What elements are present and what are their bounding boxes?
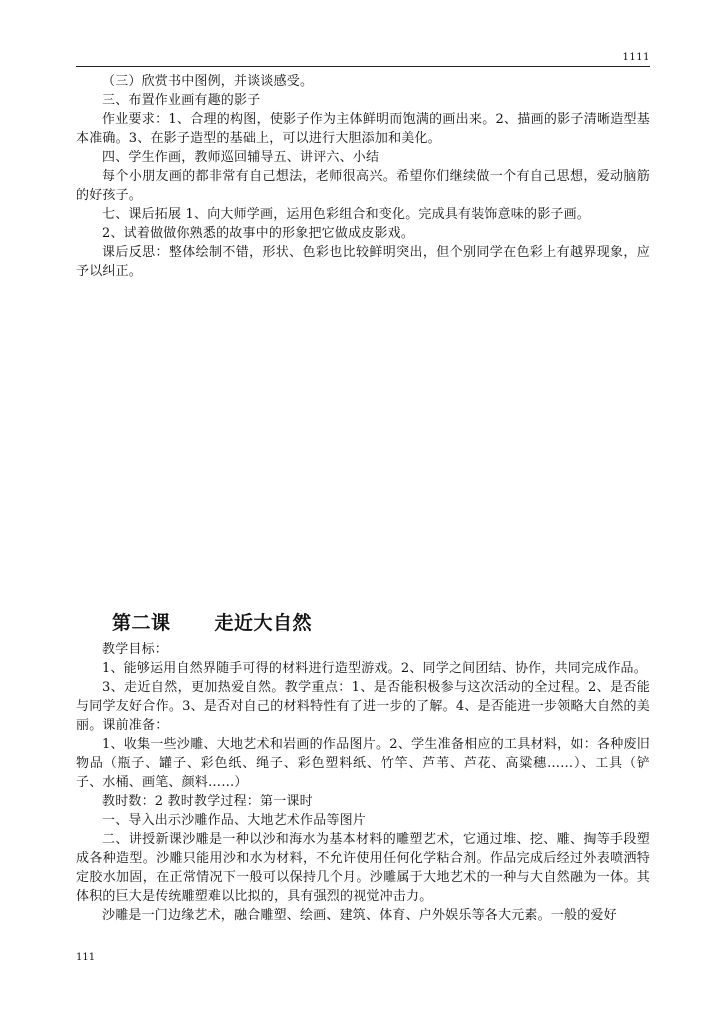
paragraph: 一、导入出示沙雕作品、大地艺术作品等图片 (102, 813, 367, 828)
lesson-name: 走近大自然 (214, 612, 313, 634)
paragraph: 沙雕是一门边缘艺术，融合雕塑、绘画、建筑、体育、户外娱乐等各大元素。一般的爱好 (102, 908, 617, 923)
paragraph: 三、布置作业画有趣的影子 (102, 93, 261, 108)
paragraph: 每个小朋友画的都非常有自己想法，老师很高兴。希望你们继续做一个有自己思想，爱动脑筋的好孩子。 (76, 169, 650, 203)
section-one-body (76, 72, 650, 281)
footer-page-number: 111 (76, 952, 96, 963)
paragraph: 七、课后拓展 1、向大师学画，运用色彩组合和变化。完成具有装饰意味的影子画。 (102, 207, 591, 222)
paragraph: 二、讲授新课沙雕是一种以沙和海水为基本材料的雕塑艺术，它通过堆、挖、雕、掏等手段塑成各种造型。沙雕只能用沙和水为材料，不允许使用任何化学粘合剂。作品完成后经过外表喷洒特定胶水加固，在正常情况下一般可以保持几个月。沙雕属于大地艺术的一种与大自然融为一体。其体积的巨大是传统雕塑难以比拟的，具有强烈的视觉冲击力。 (76, 832, 650, 904)
paragraph: 教学目标： (102, 642, 169, 657)
paragraph: 作业要求：1、合理的构图，使影子作为主体鲜明而饱满的画出来。2、描画的影子清晰造型基本准确。3、在影子造型的基础上，可以进行大胆添加和美化。 (76, 112, 650, 146)
paragraph: 四、学生作画，教师巡回辅导五、讲评六、小结 (102, 150, 380, 165)
lesson-two-body (76, 640, 650, 925)
paragraph: 1、收集一些沙雕、大地艺术和岩画的作品图片。2、学生准备相应的工具材料，如：各种废旧物品（瓶子、罐子、彩色纸、绳子、彩色塑料纸、竹竿、芦苇、芦花、高粱穗……）、工具（铲子、水桶、画笔、颜料……） (76, 737, 650, 790)
paragraph: （三）欣赏书中图例，并谈谈感受。 (102, 74, 314, 89)
header-page-number: 1111 (622, 52, 650, 63)
header-divider (76, 66, 650, 67)
lesson-number: 第二课 (112, 612, 171, 634)
paragraph: 1、能够运用自然界随手可得的材料进行造型游戏。2、同学之间团结、协作，共同完成作品。 (102, 661, 647, 676)
paragraph: 教时数：2 教时教学过程：第一课时 (102, 794, 313, 809)
paragraph: 课后反思：整体绘制不错，形状、色彩也比较鲜明突出，但个别同学在色彩上有越界现象，应予以纠正。 (76, 245, 650, 279)
paragraph: 2、试着做做你熟悉的故事中的形象把它做成皮影戏。 (102, 226, 415, 241)
paragraph: 3、走近自然，更加热爱自然。教学重点：1、是否能积极参与这次活动的全过程。2、是否能与同学友好合作。3、是否对自己的材料特性有了进一步的了解。4、是否能进一步领略大自然的美丽。课前准备： (76, 680, 650, 733)
lesson-title (112, 608, 312, 635)
